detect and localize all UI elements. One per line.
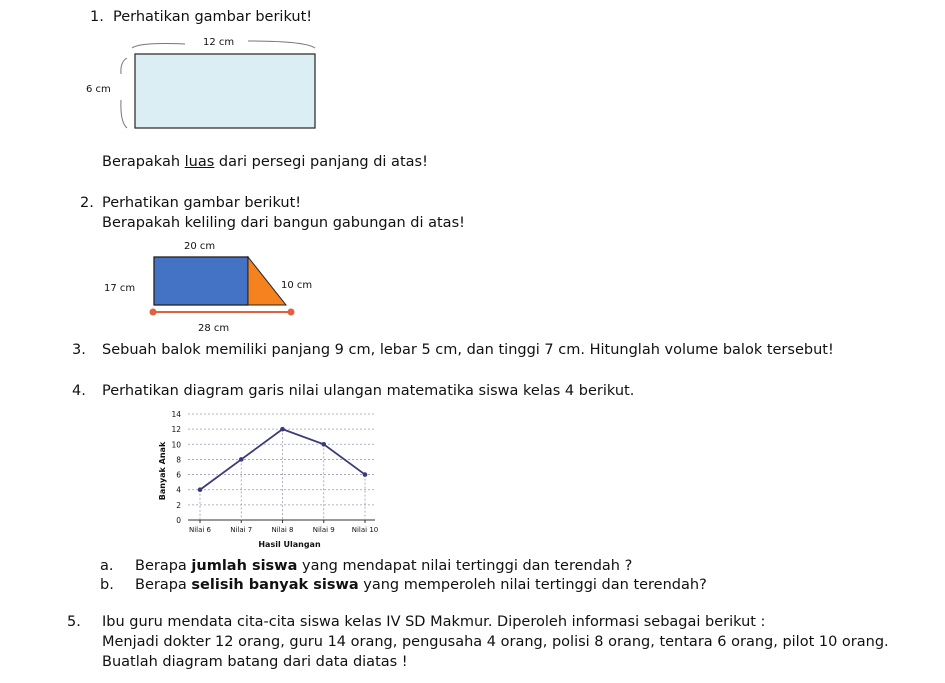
q1-rectangle <box>135 54 315 128</box>
q1-title: Perhatikan gambar berikut! <box>113 9 313 25</box>
q3-text: Sebuah balok memiliki panjang 9 cm, lebar 5 cm, dan tinggi 7 cm. Hitunglah volume balok tersebut! <box>102 342 834 358</box>
q5-line1: Ibu guru mendata cita-cita siswa kelas IV SD Makmur. Diperoleh informasi sebagai berikut : <box>102 614 766 630</box>
q1-height-label: 6 cm <box>86 84 111 95</box>
chart-y-tick-label: 4 <box>176 485 181 495</box>
q1-left-brace-top <box>121 58 127 74</box>
chart-data-point <box>321 442 326 447</box>
q4-number: 4. <box>72 383 86 399</box>
chart-data-point <box>239 457 244 462</box>
q2-rectangle <box>154 257 248 305</box>
q4-line-chart <box>140 402 390 554</box>
q5-line2: Menjadi dokter 12 orang, guru 14 orang, pengusaha 4 orang, polisi 8 orang, tentara 6 orang, pilot 10 orang. <box>102 634 889 650</box>
q4-text: Perhatikan diagram garis nilai ulangan matematika siswa kelas 4 berikut. <box>102 383 635 399</box>
chart-x-axis-title: Hasil Ulangan <box>258 540 321 549</box>
chart-x-tick-label: Nilai 8 <box>271 526 294 534</box>
chart-y-tick-label: 10 <box>171 440 181 450</box>
q2-base-point-left <box>150 309 157 316</box>
q4-sub-b: Berapa selisih banyak siswa yang memperoleh nilai tertinggi dan terendah? <box>135 577 707 593</box>
q4-sub-a-letter: a. <box>100 558 114 574</box>
q3-number: 3. <box>72 342 86 358</box>
q2-left-label: 17 cm <box>104 283 136 294</box>
chart-y-tick-label: 8 <box>176 455 181 465</box>
chart-y-tick-label: 14 <box>171 410 181 419</box>
q1-top-brace-left <box>132 44 185 49</box>
q1-top-brace-right <box>248 41 315 48</box>
chart-x-tick-label: Nilai 9 <box>312 526 335 534</box>
q2-base-point-right <box>288 309 295 316</box>
q4-sub-b-letter: b. <box>100 577 114 593</box>
chart-y-tick-label: 6 <box>176 470 181 480</box>
chart-data-point <box>198 487 203 492</box>
q2-top-label: 20 cm <box>184 241 216 252</box>
q4-sub-a: Berapa jumlah siswa yang mendapat nilai tertinggi dan terendah ? <box>135 558 633 574</box>
q1-width-label: 12 cm <box>203 37 235 48</box>
chart-y-tick-label: 2 <box>176 500 181 510</box>
q2-slant-label: 10 cm <box>281 280 313 291</box>
chart-x-tick-label: Nilai 10 <box>351 526 379 534</box>
chart-data-point <box>363 472 368 477</box>
q2-number: 2. <box>80 195 94 211</box>
q1-number: 1. <box>90 9 104 25</box>
chart-y-tick-label: 0 <box>176 516 181 525</box>
q2-title: Perhatikan gambar berikut! <box>102 195 302 211</box>
chart-x-tick-label: Nilai 6 <box>188 526 212 534</box>
chart-x-tick-label: Nilai 7 <box>230 526 253 534</box>
q5-line3: Buatlah diagram batang dari data diatas ! <box>102 654 408 670</box>
chart-data-point <box>280 427 285 432</box>
chart-y-axis-title: Banyak Anak <box>158 441 167 501</box>
q2-bottom-label: 28 cm <box>198 323 230 334</box>
q5-number: 5. <box>67 614 81 630</box>
chart-y-tick-label: 12 <box>171 425 181 435</box>
q1-question: Berapakah luas dari persegi panjang di atas! <box>102 154 428 170</box>
q2-question: Berapakah keliling dari bangun gabungan di atas! <box>102 215 465 231</box>
q1-left-brace-bottom <box>121 100 127 128</box>
